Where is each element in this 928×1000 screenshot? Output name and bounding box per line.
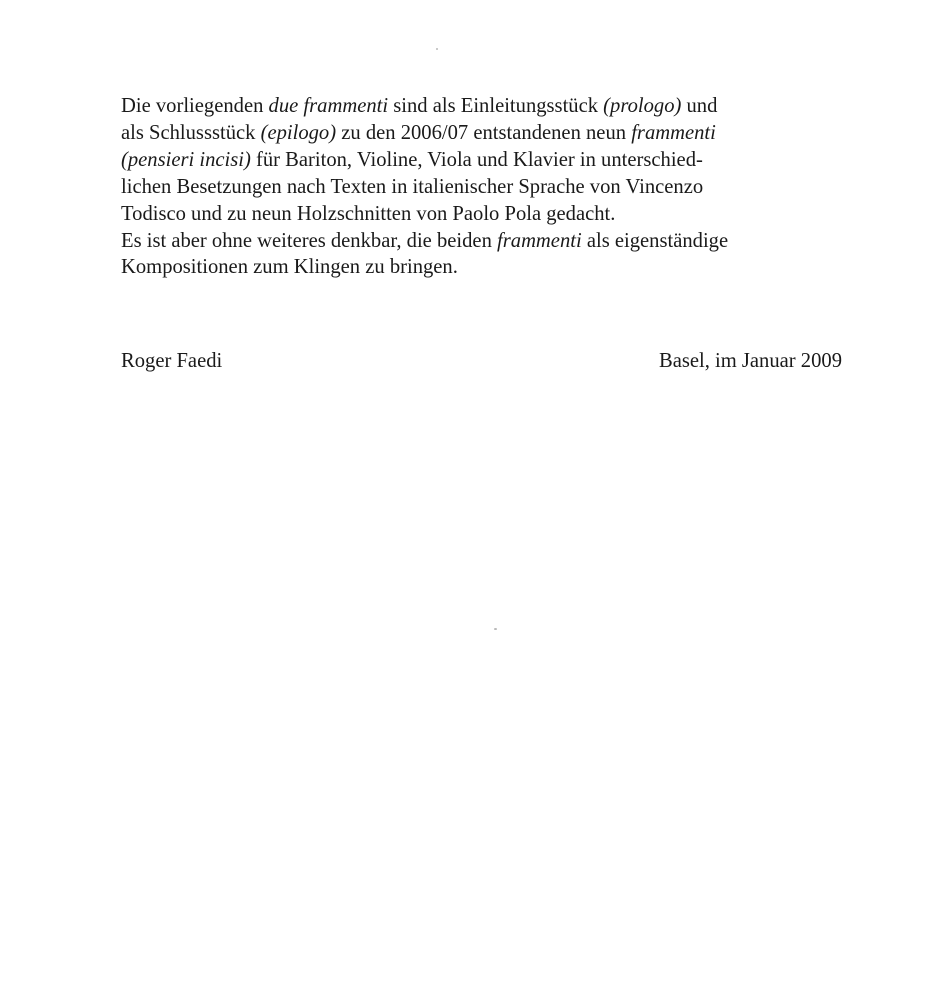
italic-term-epilogo: (epilogo) <box>260 121 337 144</box>
text-run: als Schlussstück <box>121 121 261 144</box>
italic-term-frammenti: frammenti <box>631 121 716 144</box>
text-run: Die vorliegenden <box>121 95 269 117</box>
italic-term-frammenti: frammenti <box>497 229 582 252</box>
text-run: sind als Einleitungsstück <box>388 95 604 117</box>
text-line-5: Todisco und zu neun Holzschnitten von Paolo Pola gedacht. <box>121 202 616 225</box>
text-line-6 <box>121 228 861 255</box>
text-run: als eigenständige <box>581 229 729 252</box>
italic-term-prologo: (prologo) <box>603 95 682 117</box>
place-and-date: Basel, im Januar 2009 <box>658 350 842 372</box>
text-run: zu den 2006/07 entstandenen neun <box>336 121 632 144</box>
text-line-2 <box>121 120 861 147</box>
text-run: Es ist aber ohne weiteres denkbar, die beiden <box>121 229 498 252</box>
text-run: für Bariton, Violine, Viola und Klavier in unterschied- <box>250 148 703 171</box>
text-line-3 <box>121 147 861 174</box>
italic-term-due-frammenti: due frammenti <box>268 95 389 117</box>
text-run: und <box>681 95 718 117</box>
author-signature: Roger Faedi <box>121 350 223 372</box>
body-paragraph <box>121 93 861 281</box>
text-line-4: lichen Besetzungen nach Texten in italienischer Sprache von Vincenzo <box>121 175 704 198</box>
paper-speck <box>436 48 438 50</box>
italic-term-pensieri-incisi: (pensieri incisi) <box>121 148 251 171</box>
paper-speck <box>494 628 497 630</box>
text-line-1 <box>121 93 861 120</box>
text-line-7: Kompositionen zum Klingen zu bringen. <box>121 256 458 279</box>
